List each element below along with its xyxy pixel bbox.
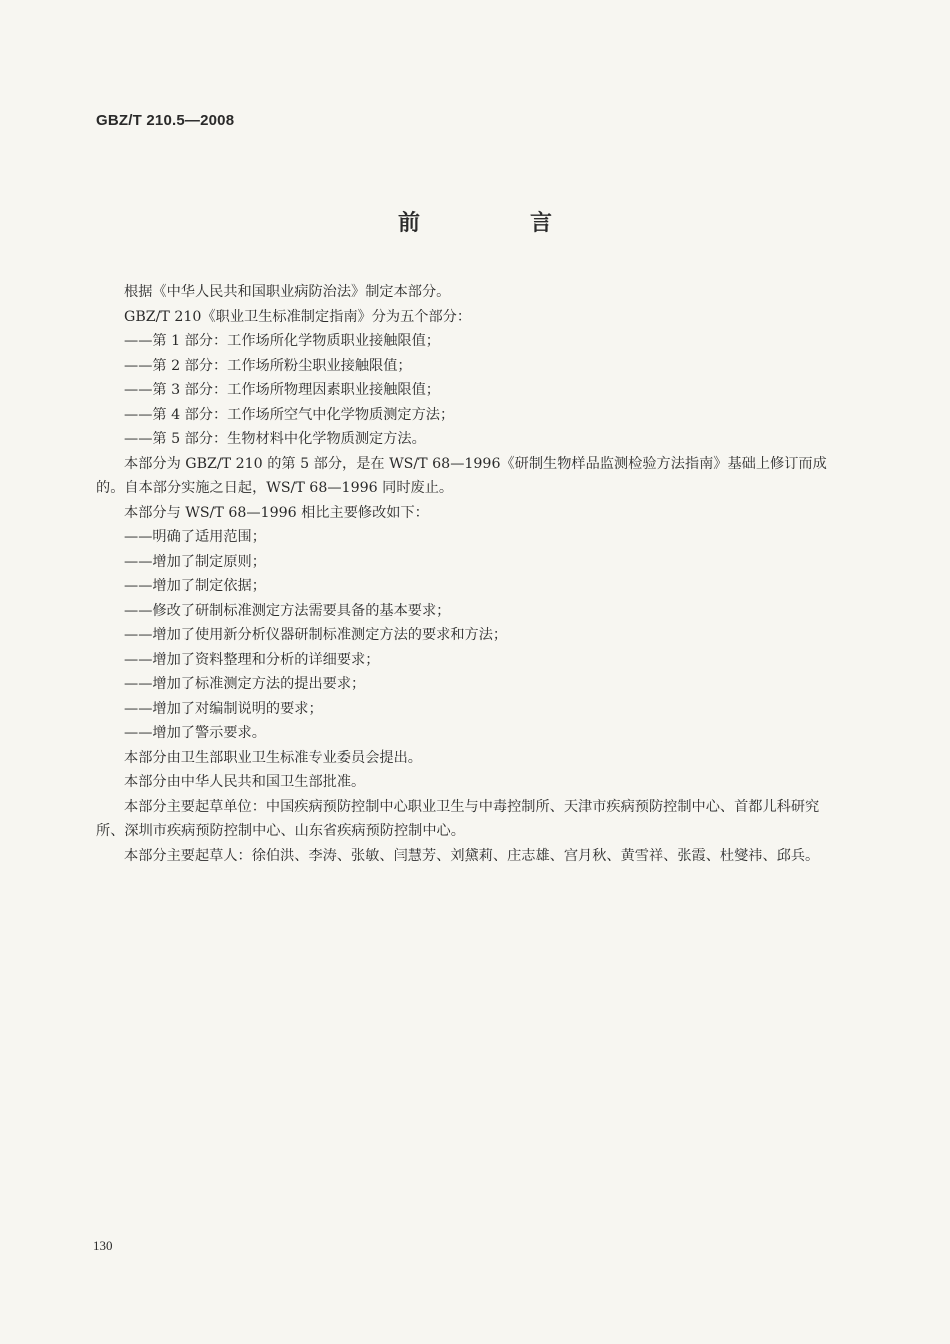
page-number: 130	[93, 1238, 113, 1253]
list-item: ——增加了标准测定方法的提出要求；	[124, 676, 366, 692]
list-item: ——第 5 部分：生物材料中化学物质测定方法。	[124, 431, 426, 447]
list-item: ——第 2 部分：工作场所粉尘职业接触限值；	[124, 357, 412, 374]
foreword-body	[96, 280, 836, 868]
paragraph-drafters: 本部分主要起草人：徐伯洪、李涛、张敏、闫慧芳、刘黛莉、庄志雄、宫月秋、黄雪祥、张霞、杜燮祎、邱兵。	[124, 847, 820, 864]
paragraph-proposer: 本部分由卫生部职业卫生标准专业委员会提出。	[124, 749, 422, 766]
paragraph-approver: 本部分由中华人民共和国卫生部批准。	[124, 774, 366, 790]
list-item: ——增加了制定原则；	[124, 553, 266, 570]
list-item: ——增加了资料整理和分析的详细要求；	[124, 651, 380, 668]
paragraph-changes-intro: 本部分与 WS/T 68—1996 相比主要修改如下：	[124, 504, 429, 521]
list-item: ——修改了研制标准测定方法需要具备的基本要求；	[124, 602, 451, 619]
standard-code: GBZ/T 210.5—2008	[96, 112, 235, 129]
list-item: ——第 1 部分：工作场所化学物质职业接触限值；	[124, 333, 440, 349]
paragraph-drafting-units: 本部分主要起草单位：中国疾病预防控制中心职业卫生与中毒控制所、天津市疾病预防控制中心、首都儿科研究所、深圳市疾病预防控制中心、山东省疾病预防控制中心。	[96, 798, 820, 839]
list-item: ——增加了使用新分析仪器研制标准测定方法的要求和方法；	[124, 627, 508, 643]
list-item: ——增加了对编制说明的要求；	[124, 700, 323, 717]
list-item: ——明确了适用范围；	[124, 529, 266, 545]
paragraph-parts-intro: GBZ/T 210《职业卫生标准制定指南》分为五个部分：	[124, 308, 472, 325]
list-item: ——第 4 部分：工作场所空气中化学物质测定方法；	[124, 406, 455, 423]
list-item: ——增加了制定依据；	[124, 578, 266, 594]
list-item: ——增加了警示要求。	[124, 725, 266, 741]
paragraph-legal-basis: 根据《中华人民共和国职业病防治法》制定本部分。	[124, 284, 451, 300]
paragraph-revision-basis: 本部分为 GBZ/T 210 的第 5 部分，是在 WS/T 68—1996《研制生物样品监测检验方法指南》基础上修订而成的。自本部分实施之日起，WS/T 68—1996 同时废止。	[96, 455, 827, 496]
page-title: 前 言	[397, 211, 596, 236]
list-item: ——第 3 部分：工作场所物理因素职业接触限值；	[124, 382, 440, 398]
